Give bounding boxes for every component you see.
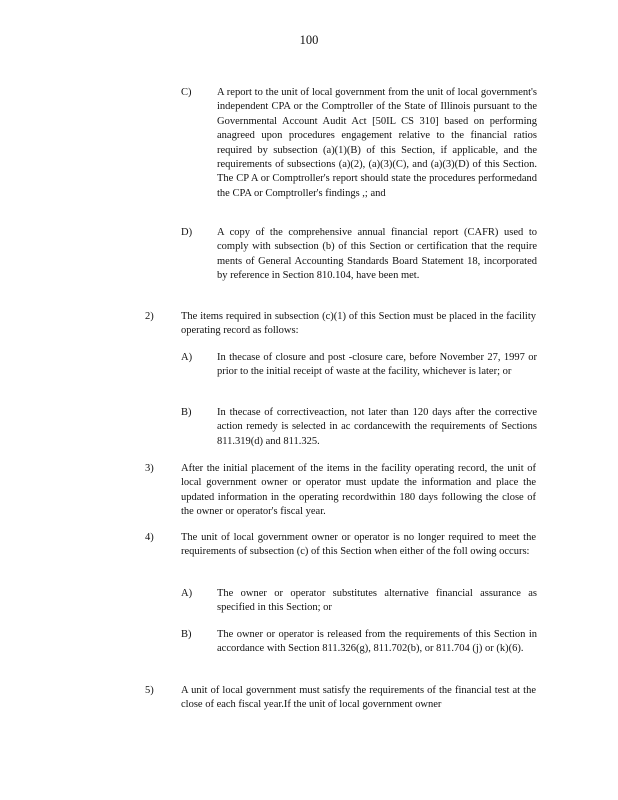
paragraph-text: A unit of local government must satisfy the requirements of the financial test at the close of each fiscal year.If the unit of local government owner xyxy=(181,685,536,711)
paragraph-text: The owner or operator is released from the requirements of this Section in accordance with Section 811.326(g), 811.702(b), or 811.704 (j) or (k)(6). xyxy=(217,629,537,655)
paragraph-text: In thecase of closure and post -closure care, before November 27, 1997 or prior to the initial receipt of waste at the facility, whichever is later; or xyxy=(217,352,537,378)
paragraph-label: B) xyxy=(181,629,192,640)
paragraph-label: 4) xyxy=(145,532,154,543)
paragraph-text: The unit of local government owner or operator is no longer required to meet the requirements of subsection (c) of this Section when either of the foll owing occurs: xyxy=(181,532,536,558)
paragraph-label: 5) xyxy=(145,685,154,696)
paragraph-text: A copy of the comprehensive annual financial report (CAFR) used to comply with subsection (b) of this Section or certification that the require ments of General Accounting Standards Board Statement 18, incorporated by reference in Section 810.104, have been met. xyxy=(217,227,537,282)
paragraph-label: B) xyxy=(181,407,192,418)
page-number: 100 xyxy=(299,33,319,47)
paragraph-label: 3) xyxy=(145,463,154,474)
paragraph-text: The items required in subsection (c)(1) of this Section must be placed in the facility operating record as follows: xyxy=(181,311,536,337)
paragraph-label: C) xyxy=(181,87,192,98)
paragraph-label: 2) xyxy=(145,311,154,322)
paragraph-text: The owner or operator substitutes alternative financial assurance as specified in this Section; or xyxy=(217,588,537,614)
paragraph-text: After the initial placement of the items in the facility operating record, the unit of local government owner or operator must update the information and place the updated information in the operating recordwithin 180 days following the close of the owner or operator's fiscal year. xyxy=(181,463,536,518)
paragraph-label: A) xyxy=(181,588,193,599)
paragraph-label: D) xyxy=(181,227,193,238)
paragraph-text: A report to the unit of local government from the unit of local government's independent CPA or the Comptroller of the State of Illinois pursuant to the Governmental Account Audit Act [50IL CS 310] based on performing anagreed upon procedures engagement relative to the financial ratios required by subsection (a)(1)(B) of this Section, if applicable, and the requirements of subsections (a)(2), (a)(3)(C), and (a)(3)(D) of this Section. The CP A or Comptroller's report should state the procedures performedand the CPA or Comptroller's findings ,; and xyxy=(217,87,537,199)
paragraph-label: A) xyxy=(181,352,193,363)
paragraph-text: In thecase of correctiveaction, not later than 120 days after the corrective action remedy is selected in ac cordancewith the requirements of Sections 811.319(d) and 811.325. xyxy=(217,407,537,447)
